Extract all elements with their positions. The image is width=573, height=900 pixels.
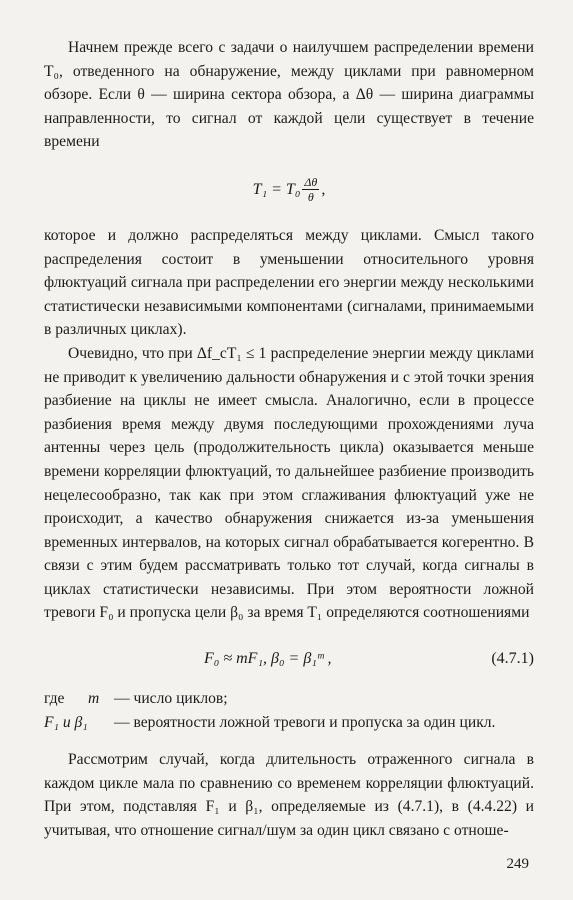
legend-symbol: m	[88, 690, 100, 708]
formula-4-7-1	[44, 635, 534, 683]
legend-label: где	[44, 690, 65, 708]
equation-number: (4.7.1)	[491, 650, 534, 668]
symbol-legend	[44, 687, 534, 734]
legend-row	[44, 687, 534, 711]
paragraph-2: которое и должно распределяться между циклами. Смысл такого распределения состоит в уменьшении относительного уровня флюктуаций сигнала при распределении его энергии между несколькими статистически независимыми компонентами (сигналами, принимаемыми в различных циклах).	[44, 226, 534, 339]
formula-4-7-1-body: F₀ ≈ mF₁, β₀ = β₁ᵐ ,	[204, 650, 332, 668]
formula-t1	[44, 164, 534, 216]
legend-text: — число циклов;	[114, 690, 228, 708]
spacer	[44, 734, 534, 748]
formula-t1-trail: ,	[321, 181, 326, 199]
formula-t1-denominator: θ	[307, 190, 314, 205]
legend-text: — вероятности ложной тревоги и пропуска за один цикл.	[114, 713, 496, 731]
formula-t1-lhs: T₁ = T₀	[252, 181, 301, 199]
page-number: 249	[506, 856, 529, 872]
formula-t1-fraction	[302, 175, 319, 204]
paragraph-1: Начнем прежде всего с задачи о наилучшем распределении времени T₀, отведенного на обнаружение, между циклами при равномерном обзоре. Если θ — ширина сектора обзора, а Δθ — ширина диаграммы направленности, то сигнал от каждой цели существует в течение времени	[44, 39, 534, 151]
legend-row	[44, 711, 534, 735]
paragraph-3: Очевидно, что при Δf_cT₁ ≤ 1 распределение энергии между циклами не приводит к увеличению дальности обнаружения и с этой точки зрения разбиение на циклы не имеет смысла. Аналогично, если в процессе разбиения время между двумя последующими прохождениями луча антенны через цель (продолжительность цикла) оказывается меньше времени корреляции флюктуаций, то дальнейшее разбиение производить нецелесообразно, так как при этом сглаживания флюктуаций уже не происходит, а качество обнаружения снижается из-за уменьшения временных интервалов, на которых сигнал обрабатывается когерентно. В связи с этим будем рассматривать только тот случай, когда сигналы в циклах статистически независимы. При этом вероятности ложной тревоги F₀ и пропуска цели β₀ за время T₁ определяются соотношениями	[44, 344, 534, 622]
page-content	[44, 36, 534, 843]
formula-t1-numerator: Δθ	[304, 175, 318, 190]
paragraph-4: Рассмотрим случай, когда длительность отраженного сигнала в каждом цикле мала по сравнению со временем корреляции флюктуаций. При этом, подставляя F₁ и β₁, определяемые из (4.7.1), в (4.4.22) и учитывая, что отношение сигнал/шум за один цикл связано с отноше-	[44, 751, 534, 840]
legend-symbol: F₁ и β₁	[44, 713, 88, 731]
